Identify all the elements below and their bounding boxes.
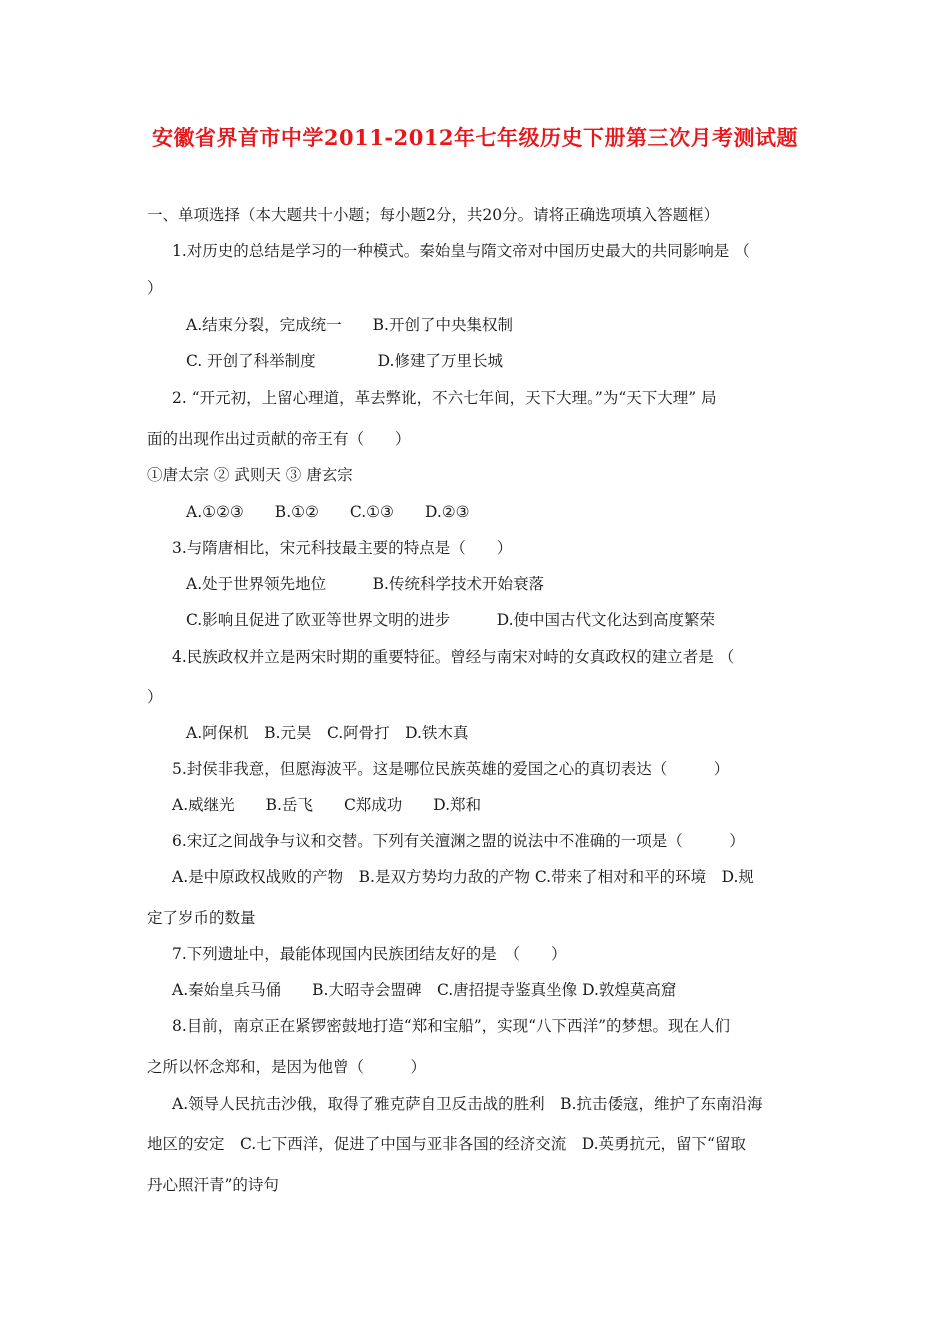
q1-stem: 1.对历史的总结是学习的一种模式。秦始皇与隋文帝对中国历史最大的共同影响是 （ (172, 242, 750, 260)
q8-options-cont: 地区的安定 C.七下西洋，促进了中国与亚非各国的经济交流 D.英勇抗元，留下“留取 (147, 1135, 746, 1153)
q8-stem: 8.目前，南京正在紧锣密鼓地打造“郑和宝船”，实现“八下西洋”的梦想。现在人们 (172, 1017, 730, 1035)
q3-stem: 3.与隋唐相比，宋元科技最主要的特点是（ ） (172, 539, 513, 557)
q7-options: A.秦始皇兵马俑 B.大昭寺会盟碑 C.唐招提寺鉴真坐像 D.敦煌莫高窟 (172, 981, 677, 999)
q3-options-cd: C.影响且促进了欧亚等世界文明的进步 D.使中国古代文化达到高度繁荣 (186, 611, 716, 629)
q4-stem-cont: ） (147, 688, 163, 706)
q7-stem: 7.下列遗址中，最能体现国内民族团结友好的是 （ ） (172, 945, 567, 963)
q2-options: A.①②③ B.①② C.①③ D.②③ (186, 503, 470, 521)
q1-options-cd: C. 开创了科举制度 D.修建了万里长城 (186, 352, 503, 370)
q8-options-end: 丹心照汗青”的诗句 (147, 1176, 279, 1194)
q2-stem-cont: 面的出现作出过贡献的帝王有（ ） (147, 430, 411, 448)
q6-options: A.是中原政权战败的产物 B.是双方势均力敌的产物 C.带来了相对和平的环境 D.规 (172, 868, 754, 886)
q8-stem-cont: 之所以怀念郑和，是因为他曾（ ） (147, 1058, 427, 1076)
q2-stem: 2. “开元初，上留心理道，革去弊讹，不六七年间，天下大理。”为“天下大理” 局 (172, 389, 717, 407)
q2-items: ①唐太宗 ② 武则天 ③ 唐玄宗 (147, 466, 353, 484)
q8-options: A.领导人民抗击沙俄，取得了雅克萨自卫反击战的胜利 B.抗击倭寇，维护了东南沿海 (172, 1095, 763, 1113)
q5-options: A.威继光 B.岳飞 C郑成功 D.郑和 (172, 796, 482, 814)
q3-options-ab: A.处于世界领先地位 B.传统科学技术开始衰落 (186, 575, 544, 593)
exam-title: 安徽省界首市中学2011-2012年七年级历史下册第三次月考测试题 (151, 125, 799, 150)
q6-stem: 6.宋辽之间战争与议和交替。下列有关澶渊之盟的说法中不准确的一项是（ ） (172, 832, 745, 850)
q1-options-ab: A.结束分裂，完成统一 B.开创了中央集权制 (186, 316, 513, 334)
q5-stem: 5.封侯非我意，但愿海波平。这是哪位民族英雄的爱国之心的真切表达（ ） (172, 760, 730, 778)
q4-options: A.阿保机 B.元昊 C.阿骨打 D.铁木真 (186, 724, 469, 742)
q4-stem: 4.民族政权并立是两宋时期的重要特征。曾经与南宋对峙的女真政权的建立者是 （ (172, 648, 735, 666)
section-heading: 一、单项选择（本大题共十小题；每小题2分，共20分。请将正确选项填入答题框） (147, 206, 720, 224)
q6-options-cont: 定了岁币的数量 (147, 909, 256, 927)
q1-stem-cont: ） (147, 279, 163, 297)
